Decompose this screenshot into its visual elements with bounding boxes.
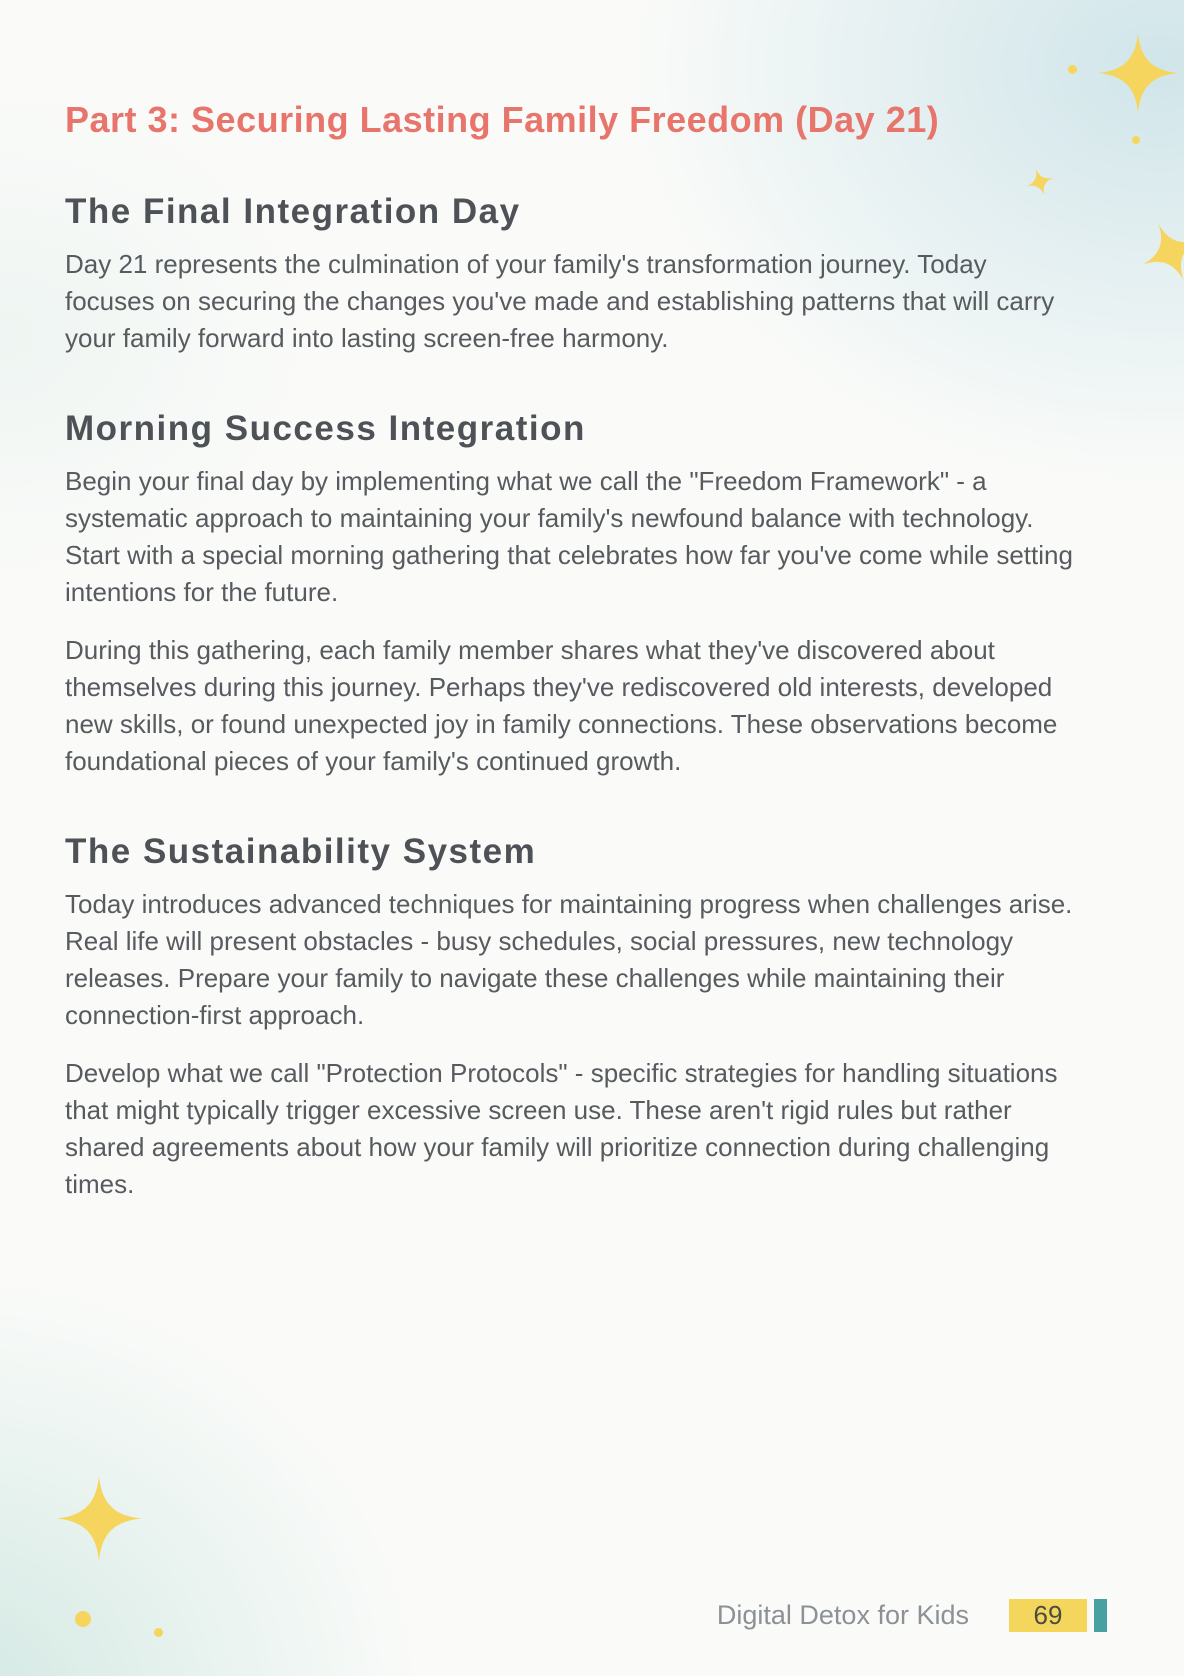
sparkle-dot-icon [154,1628,163,1637]
sparkle-dot-icon [1068,65,1077,74]
body-paragraph: Begin your final day by implementing what we call the "Freedom Framework" - a systematic approach to maintaining your family's newfound balance with technology. Start with a special morning gathering that celebrates how far you've come while setting intentions for the future. [65,466,1073,608]
section-heading: The Sustainability System [65,832,537,872]
section-morning-success-integration [65,409,1080,780]
body-paragraph: Develop what we call "Protection Protocols" - specific strategies for handling situations that might typically trigger excessive screen use. These aren't rigid rules but rather shared agreements about how your family will prioritize connection during challenging times. [65,1058,1058,1200]
body-paragraph: During this gathering, each family member shares what they've discovered about themselves during this journey. Perhaps they've rediscovered old interests, developed new skills, or found unexpected joy in family connections. These observations become foundational pieces of your family's continued growth. [65,635,1058,777]
body-paragraph: Today introduces advanced techniques for maintaining progress when challenges arise. Real life will present obstacles - busy schedules, social pressures, new technology releases. Prepare your family to navigate these challenges while maintaining their connection-first approach. [65,889,1073,1031]
section-final-integration-day [65,192,1080,357]
body-paragraph: Day 21 represents the culmination of your family's transformation journey. Today focuses on securing the changes you've made and establishing patterns that will carry your family forward into lasting screen-free harmony. [65,249,1055,354]
page-content [65,99,1080,1203]
section-heading: Morning Success Integration [65,409,586,449]
sparkle-dot-icon [1132,136,1140,144]
book-title: Digital Detox for Kids [716,1600,969,1630]
section-sustainability-system [65,832,1080,1203]
page-number-badge: 69 [1009,1599,1087,1632]
sparkle-dot-icon [75,1611,91,1627]
page-footer [717,1599,1107,1632]
sparkle-icon [55,1476,143,1561]
part-title: Part 3: Securing Lasting Family Freedom (Day 21) [65,99,940,140]
section-heading: The Final Integration Day [65,192,521,232]
footer-accent-bar [1094,1599,1107,1632]
sparkle-icon [1096,33,1180,113]
sparkle-icon [1130,211,1184,293]
